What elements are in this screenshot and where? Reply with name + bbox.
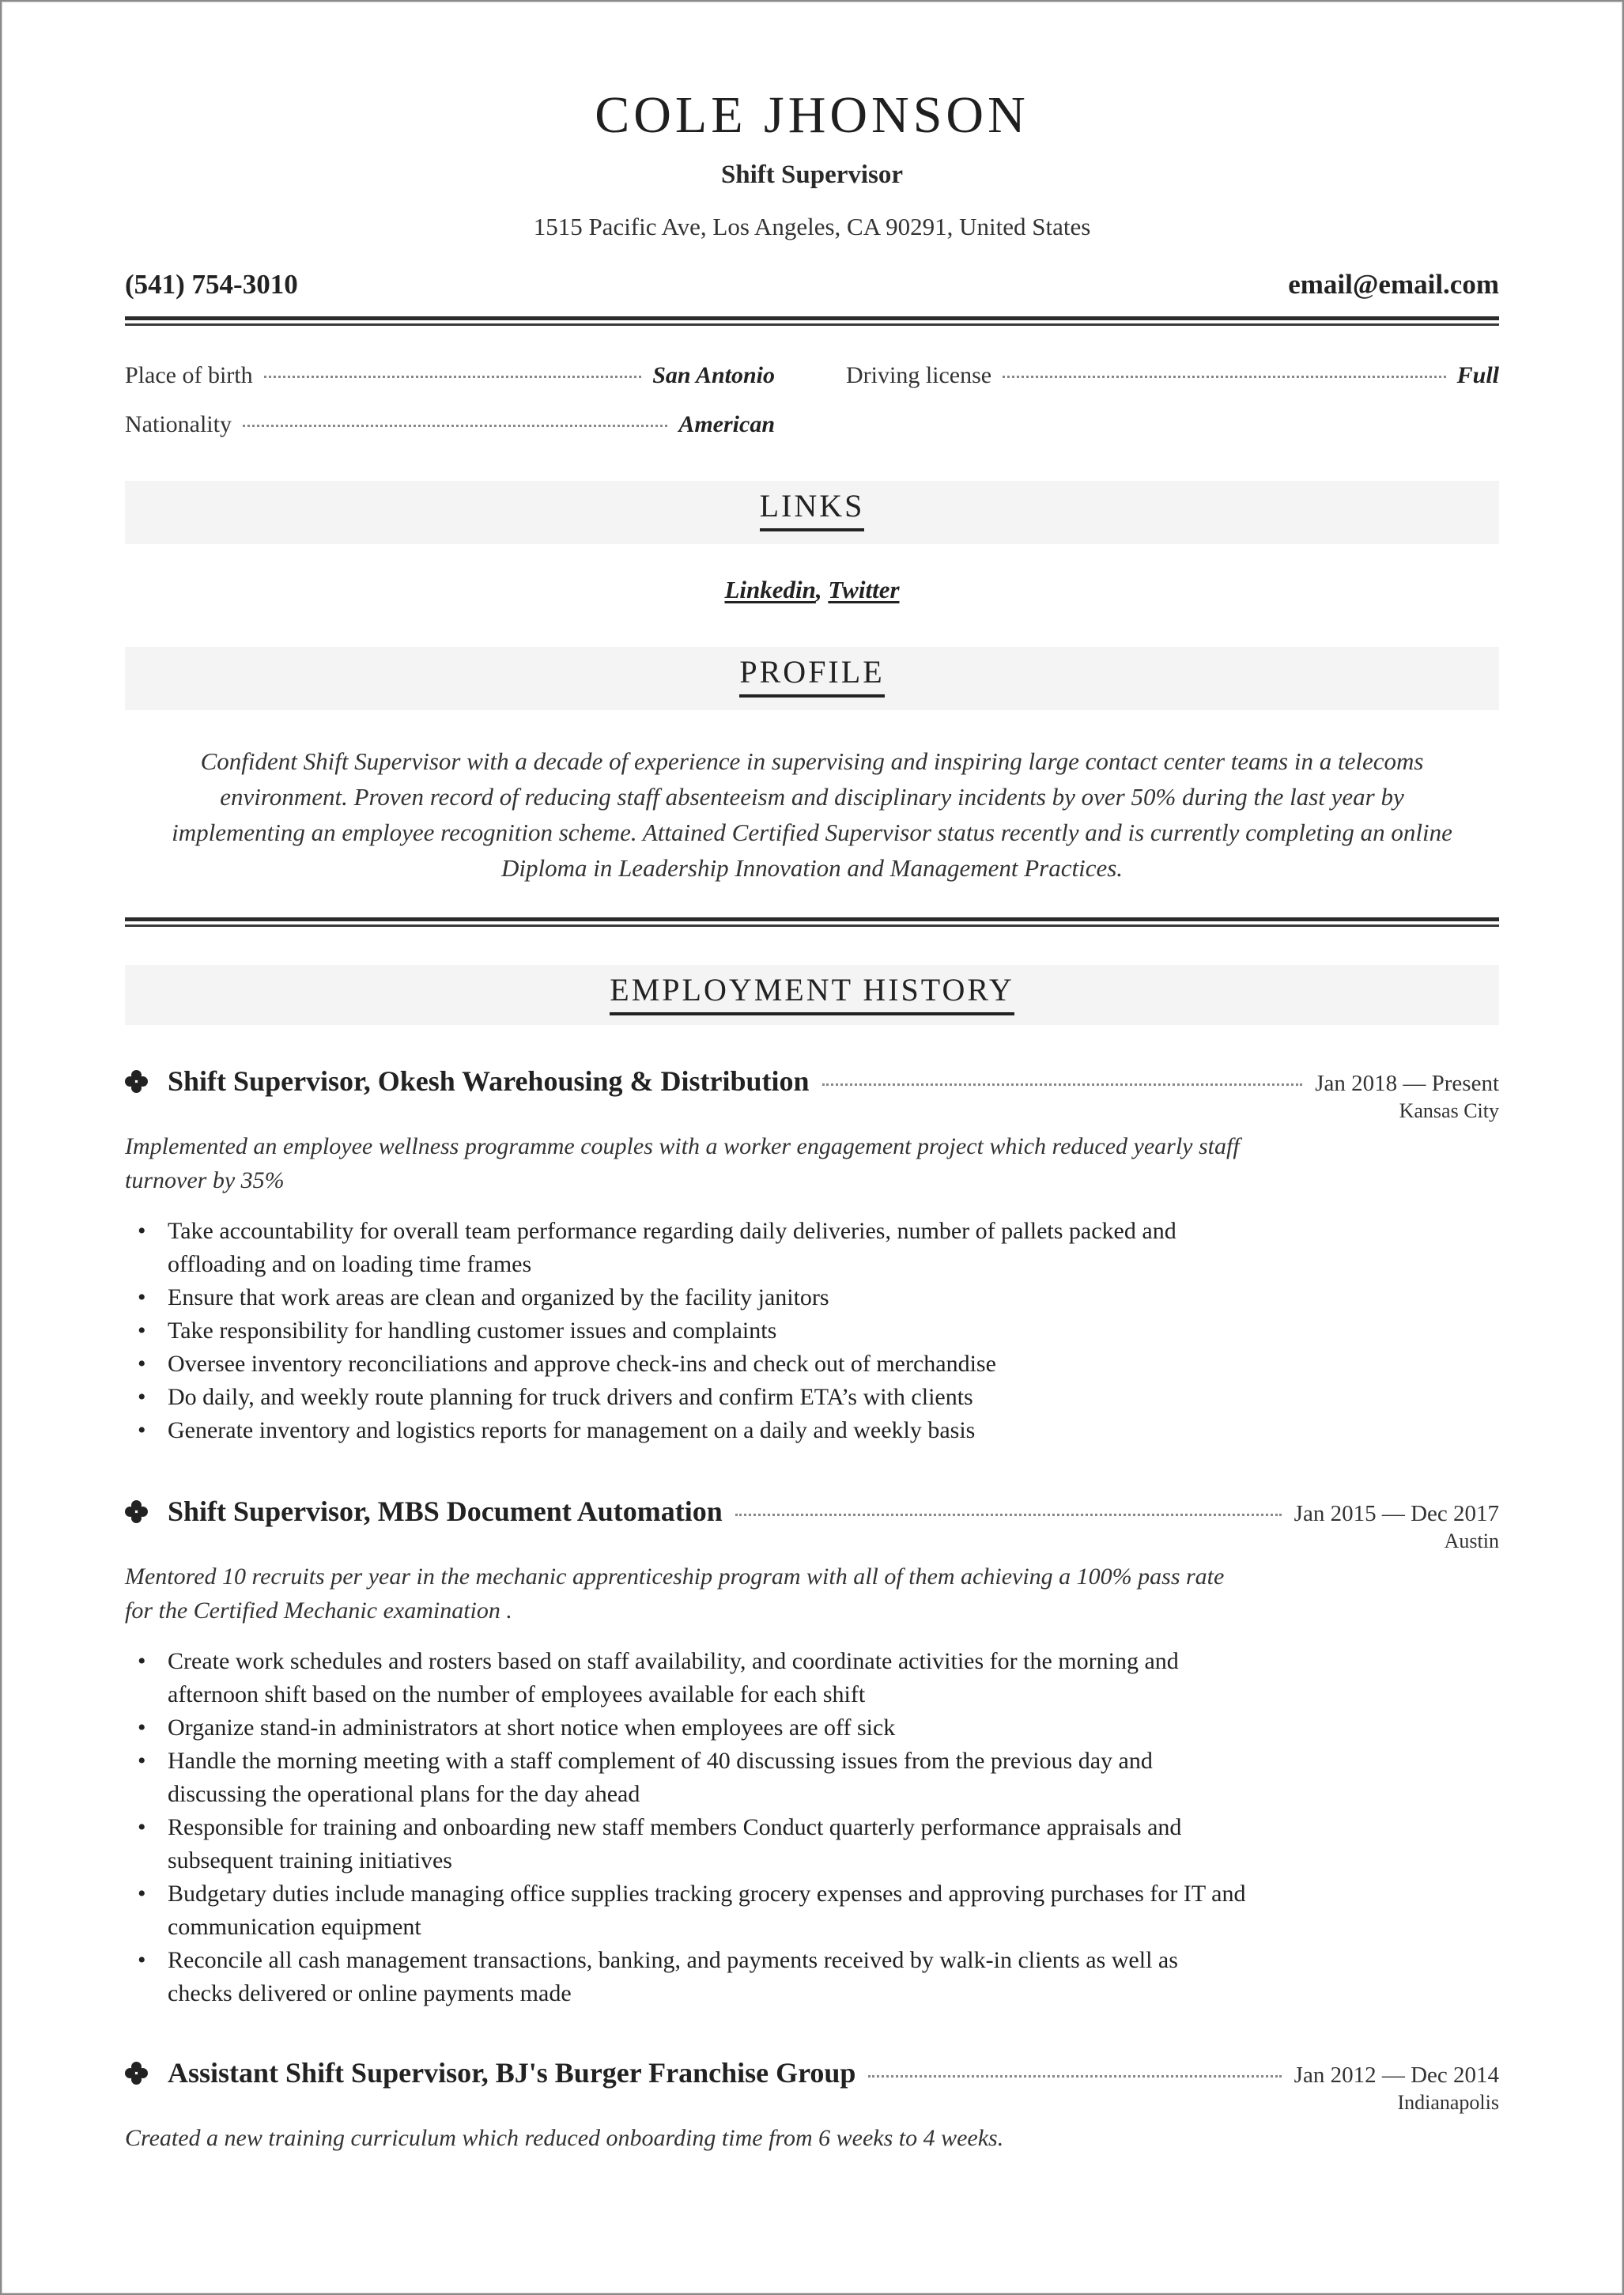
job-title: Shift Supervisor, MBS Document Automation: [168, 1495, 723, 1527]
job-summary: Mentored 10 recruits per year in the mechanic apprenticeship program with all of them achieving a 100% pass rate for the Certified Mechanic examination .: [125, 1563, 1225, 1624]
dot-leader: [264, 376, 642, 378]
list-item: • Ensure that work areas are clean and organized by the facility janitors: [125, 1281, 1248, 1314]
list-item: • Generate inventory and logistics reports for management on a daily and weekly basis: [125, 1414, 1248, 1447]
detail-value: San Antonio: [652, 362, 775, 388]
list-item: • Responsible for training and onboarding new staff members Conduct quarterly performance appraisals and subsequent training initiatives: [125, 1811, 1248, 1877]
job-summary: Implemented an employee wellness programme couples with a worker engagement project which reduced yearly staff turnover by 35%: [125, 1133, 1240, 1193]
job-header: [125, 1064, 1499, 1102]
clover-bullet-icon: [125, 1070, 149, 1094]
job-summary: Created a new training curriculum which reduced onboarding time from 6 weeks to 4 weeks.: [125, 2125, 1004, 2151]
job-entry: [125, 1495, 1499, 2010]
job-city: Kansas City: [1399, 1099, 1499, 1122]
job-header: [125, 2056, 1499, 2094]
profile-divider: [125, 917, 1499, 928]
list-item: • Oversee inventory reconciliations and approve check-ins and check out of merchandise: [125, 1348, 1248, 1381]
job-bullet-list: [125, 1645, 1248, 2010]
list-item: • Take responsibility for handling customer issues and complaints: [125, 1314, 1248, 1348]
job-dates: Jan 2015 — Dec 2017: [1294, 1501, 1499, 1526]
section-title: LINKS: [760, 489, 865, 531]
section-profile-header: [125, 647, 1499, 710]
job-bullet-list: [125, 1215, 1248, 1447]
section-title: PROFILE: [739, 655, 884, 698]
detail-label: Driving license: [846, 362, 992, 388]
job-city: Austin: [1444, 1529, 1499, 1552]
job-header: [125, 1495, 1499, 1533]
list-item: • Organize stand-in administrators at short notice when employees are off sick: [125, 1711, 1248, 1745]
dot-leader: [1003, 376, 1446, 378]
candidate-phone: (541) 754-3010: [125, 269, 298, 300]
links-list: [125, 576, 1499, 604]
divider-thick-line: [125, 917, 1499, 921]
list-item: • Take accountability for overall team performance regarding daily deliveries, number of pallets packed and offloading and on loading time frames: [125, 1215, 1248, 1281]
job-dates: Jan 2012 — Dec 2014: [1294, 2062, 1499, 2088]
detail-place-of-birth: [125, 362, 775, 389]
candidate-job-title: Shift Supervisor: [720, 161, 904, 189]
dot-leader: [735, 1514, 1282, 1516]
candidate-email: email@email.com: [1288, 269, 1499, 300]
divider-thick-line: [125, 316, 1499, 320]
dot-leader: [243, 425, 667, 427]
divider-thin-line: [125, 924, 1499, 927]
job-title: Shift Supervisor, Okesh Warehousing & Distribution: [168, 1065, 810, 1097]
list-item: • Create work schedules and rosters based on staff availability, and coordinate activities for the morning and afternoon shift based on the number of employees available for each shift: [125, 1645, 1248, 1711]
divider-thin-line: [125, 323, 1499, 326]
link-separator: ,: [815, 576, 822, 603]
job-dates: Jan 2018 — Present: [1315, 1071, 1499, 1096]
detail-label: Place of birth: [125, 362, 253, 388]
link-twitter[interactable]: Twitter: [828, 576, 900, 603]
candidate-name: COLE JHONSON: [595, 86, 1029, 144]
job-entry: [125, 1064, 1499, 1447]
clover-bullet-icon: [125, 1500, 149, 1524]
section-links-header: [125, 481, 1499, 544]
job-entry: [125, 2056, 1499, 2155]
detail-nationality: [125, 411, 775, 438]
detail-label: Nationality: [125, 411, 232, 437]
section-title: EMPLOYMENT HISTORY: [610, 973, 1014, 1015]
detail-driving-license: [846, 362, 1499, 389]
dot-leader: [868, 2075, 1281, 2078]
header-divider: [125, 316, 1499, 327]
clover-bullet-icon: [125, 2062, 149, 2085]
list-item: • Do daily, and weekly route planning for truck drivers and confirm ETA’s with clients: [125, 1381, 1248, 1414]
profile-summary: Confident Shift Supervisor with a decade of experience in supervising and inspiring large contact center teams in a telecoms environment. Proven record of reducing staff absenteeism and disciplinary incidents by over 50% during the last year by implementing an employee recognition scheme. Attained Certified Supervisor status recently and is currently completing an online Diploma in Leadership Innovation and Management Practices.: [172, 747, 1452, 882]
dot-leader: [822, 1083, 1303, 1086]
candidate-address: 1515 Pacific Ave, Los Angeles, CA 90291, United States: [533, 213, 1091, 240]
list-item: • Handle the morning meeting with a staff complement of 40 discussing issues from the previous day and discussing the operational plans for the day ahead: [125, 1745, 1248, 1811]
job-title: Assistant Shift Supervisor, BJ's Burger Franchise Group: [168, 2057, 856, 2089]
link-linkedin[interactable]: Linkedin: [724, 576, 816, 603]
section-employment-header: [125, 965, 1499, 1025]
list-item: • Budgetary duties include managing office supplies tracking grocery expenses and approving purchases for IT and communication equipment: [125, 1877, 1248, 1944]
list-item: • Reconcile all cash management transactions, banking, and payments received by walk-in clients as well as checks delivered or online payments made: [125, 1944, 1248, 2010]
detail-value: Full: [1456, 362, 1499, 388]
job-city: Indianapolis: [1397, 2091, 1499, 2114]
detail-value: American: [678, 411, 775, 437]
